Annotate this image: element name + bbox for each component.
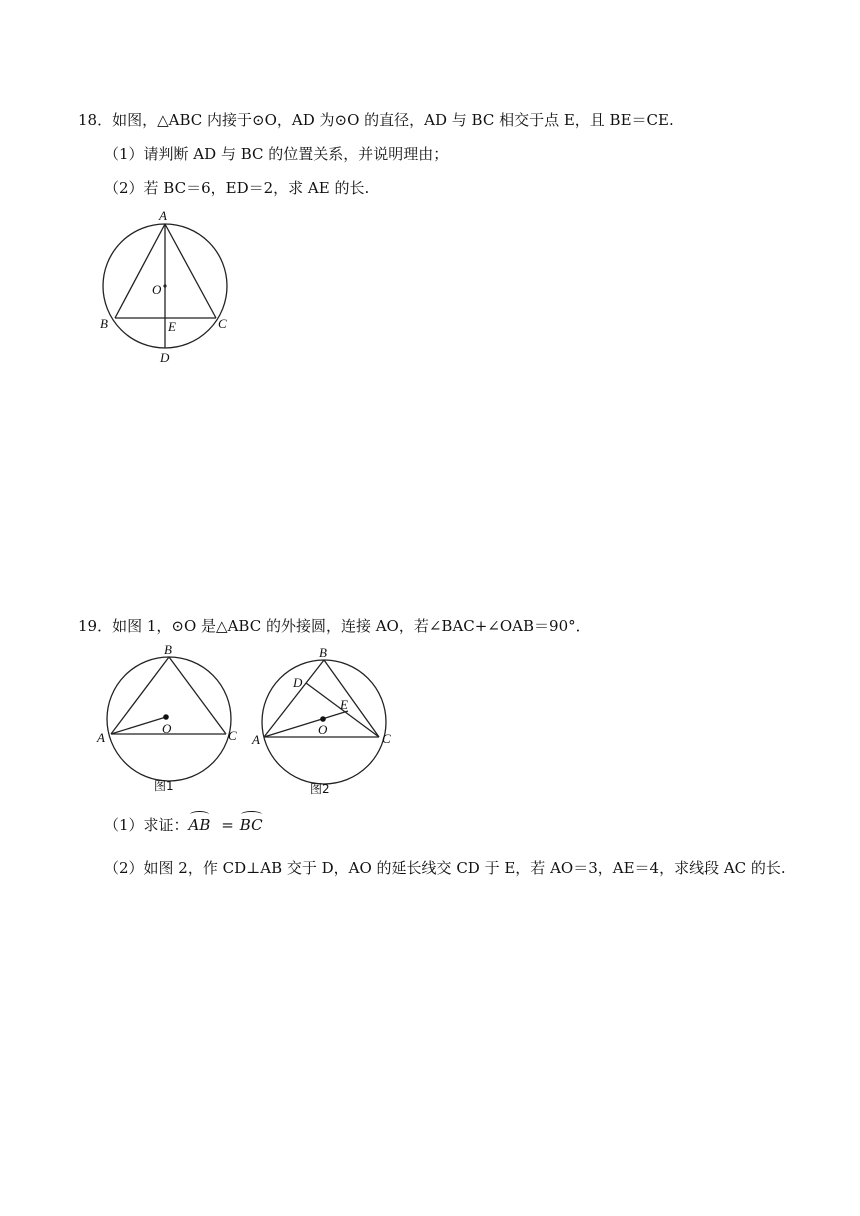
q18-label-c: C bbox=[218, 316, 227, 331]
q19-fig2-label-a: A bbox=[252, 732, 260, 747]
arc-bc bbox=[240, 815, 263, 835]
arc-bc-label: BC bbox=[239, 816, 263, 834]
q19-fig2-label-e: E bbox=[340, 697, 348, 712]
q18-label-d: D bbox=[160, 350, 170, 365]
q18-label-a: A bbox=[159, 208, 167, 223]
q19-fig2-label-c: C bbox=[382, 731, 391, 746]
q19-fig1-caption: 图1 bbox=[154, 779, 174, 793]
q18-label-o: O bbox=[152, 282, 162, 297]
q18-part2: （2）若 BC＝6，ED＝2，求 AE 的长. bbox=[104, 179, 370, 197]
q18-label-b: B bbox=[100, 316, 108, 331]
q19-figure-2 bbox=[248, 642, 408, 806]
q19-fig2-label-o: O bbox=[318, 722, 328, 737]
q19-fig2-label-d: D bbox=[293, 675, 303, 690]
q19-fig1-label-o: O bbox=[162, 721, 172, 736]
q19-fig1-label-c: C bbox=[228, 728, 237, 743]
arc-equals: = bbox=[221, 816, 234, 834]
q19-part2: （2）如图 2，作 CD⊥AB 交于 D，AO 的延长线交 CD 于 E，若 AO＝3，AE＝4，求线段 AC 的长. bbox=[104, 859, 786, 877]
q19-fig1-label-b: B bbox=[164, 642, 172, 657]
q18-label-e: E bbox=[168, 319, 176, 334]
q19-fig2-caption: 图2 bbox=[310, 782, 330, 796]
arc-bc-mark bbox=[241, 811, 262, 818]
q19-part1-prefix: （1）求证： bbox=[104, 816, 189, 834]
q18-part1: （1）请判断 AD 与 BC 的位置关系，并说明理由； bbox=[104, 145, 449, 163]
q19-fig1-label-a: A bbox=[97, 730, 105, 745]
arc-ab bbox=[189, 815, 211, 835]
q19-part1 bbox=[104, 815, 263, 835]
q18-figure bbox=[90, 205, 250, 374]
q19-figure-1 bbox=[94, 642, 254, 806]
arc-ab-mark bbox=[190, 811, 210, 818]
q18-stem: 18．如图，△ABC 内接于⊙O，AD 为⊙O 的直径，AD 与 BC 相交于点 E，且 BE＝CE. bbox=[78, 111, 674, 129]
arc-ab-label: AB bbox=[188, 816, 211, 834]
q19-fig2-label-b: B bbox=[319, 645, 327, 660]
q19-stem: 19．如图 1，⊙O 是△ABC 的外接圆，连接 AO，若∠BAC+∠OAB＝90°． bbox=[78, 617, 591, 635]
